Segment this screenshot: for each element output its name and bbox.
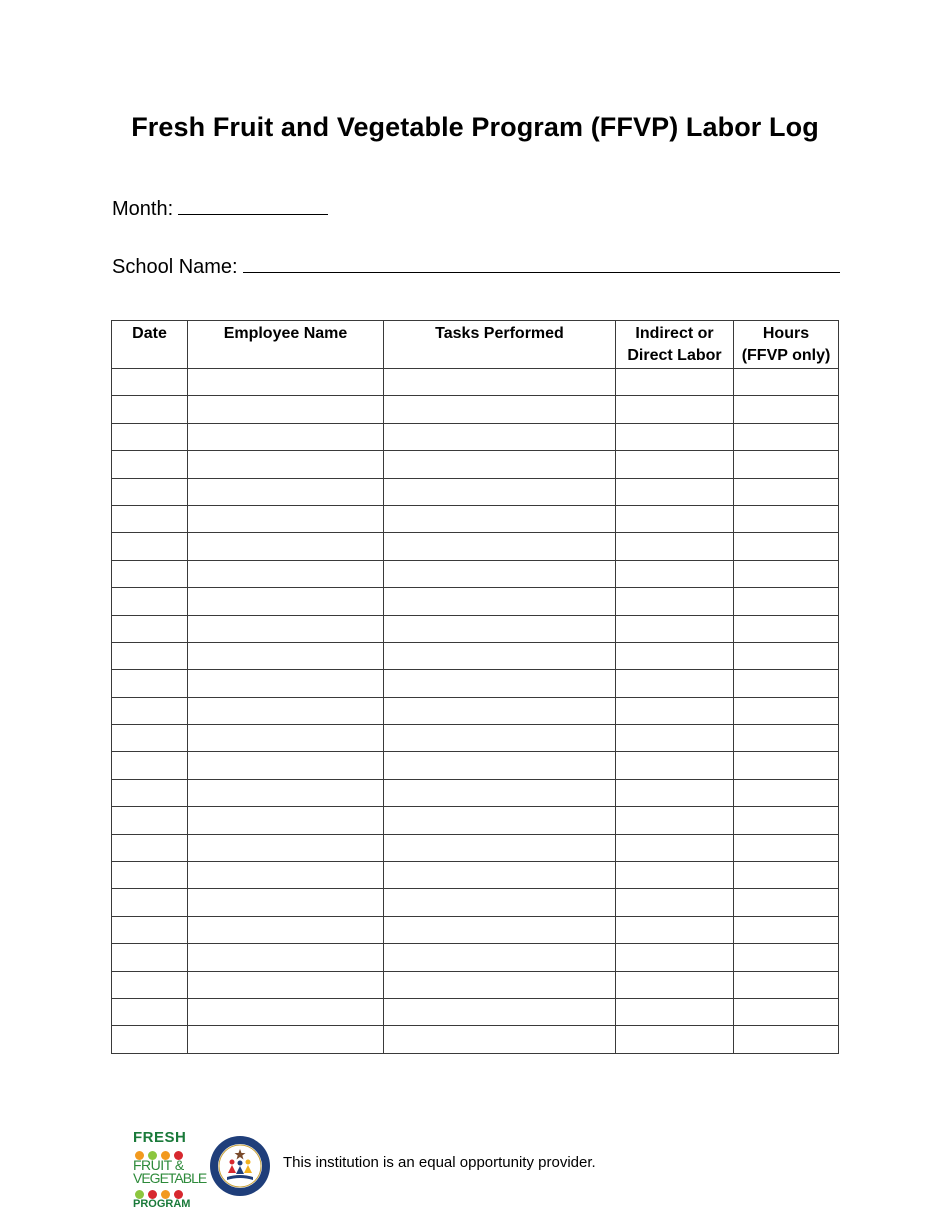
table-cell[interactable] bbox=[112, 862, 188, 889]
table-cell[interactable] bbox=[734, 423, 839, 450]
table-cell[interactable] bbox=[112, 807, 188, 834]
table-cell[interactable] bbox=[188, 971, 384, 998]
table-cell[interactable] bbox=[384, 670, 616, 697]
table-cell[interactable] bbox=[616, 505, 734, 532]
table-cell[interactable] bbox=[384, 834, 616, 861]
table-cell[interactable] bbox=[734, 834, 839, 861]
table-row bbox=[112, 642, 839, 669]
page-title: Fresh Fruit and Vegetable Program (FFVP) Labor Log bbox=[131, 112, 819, 142]
table-cell[interactable] bbox=[734, 451, 839, 478]
table-cell[interactable] bbox=[112, 1026, 188, 1053]
table-cell[interactable] bbox=[616, 944, 734, 971]
table-cell[interactable] bbox=[616, 998, 734, 1025]
table-row bbox=[112, 451, 839, 478]
table-cell[interactable] bbox=[112, 560, 188, 587]
table-cell[interactable] bbox=[188, 396, 384, 423]
table-cell[interactable] bbox=[384, 889, 616, 916]
table-row bbox=[112, 697, 839, 724]
table-cell[interactable] bbox=[188, 642, 384, 669]
table-cell[interactable] bbox=[734, 533, 839, 560]
table-cell[interactable] bbox=[188, 615, 384, 642]
table-cell[interactable] bbox=[188, 423, 384, 450]
table-cell[interactable] bbox=[734, 588, 839, 615]
table-cell[interactable] bbox=[112, 889, 188, 916]
table-cell[interactable] bbox=[188, 670, 384, 697]
table-cell[interactable] bbox=[112, 779, 188, 806]
table-cell[interactable] bbox=[112, 670, 188, 697]
table-cell[interactable] bbox=[734, 670, 839, 697]
header-date: Date bbox=[112, 321, 188, 369]
table-cell[interactable] bbox=[112, 725, 188, 752]
table-body bbox=[112, 369, 839, 1054]
table-row bbox=[112, 396, 839, 423]
table-cell[interactable] bbox=[188, 862, 384, 889]
table-row bbox=[112, 998, 839, 1025]
table-cell[interactable] bbox=[616, 615, 734, 642]
table-cell[interactable] bbox=[188, 944, 384, 971]
table-cell[interactable] bbox=[112, 451, 188, 478]
table-cell[interactable] bbox=[384, 642, 616, 669]
table-cell[interactable] bbox=[188, 505, 384, 532]
table-row bbox=[112, 889, 839, 916]
table-cell[interactable] bbox=[188, 697, 384, 724]
labor-log-table bbox=[111, 320, 839, 1054]
table-cell[interactable] bbox=[734, 889, 839, 916]
table-cell[interactable] bbox=[384, 998, 616, 1025]
table-cell[interactable] bbox=[616, 588, 734, 615]
table-cell[interactable] bbox=[616, 670, 734, 697]
table-cell[interactable] bbox=[734, 807, 839, 834]
table-row bbox=[112, 807, 839, 834]
header-employee-name: Employee Name bbox=[188, 321, 384, 369]
month-blank[interactable] bbox=[178, 195, 328, 215]
table-cell[interactable] bbox=[616, 807, 734, 834]
table-cell[interactable] bbox=[616, 451, 734, 478]
table-cell[interactable] bbox=[616, 1026, 734, 1053]
table-row bbox=[112, 916, 839, 943]
table-row bbox=[112, 725, 839, 752]
table-cell[interactable] bbox=[112, 533, 188, 560]
table-cell[interactable] bbox=[734, 1026, 839, 1053]
table-cell[interactable] bbox=[616, 697, 734, 724]
table-cell[interactable] bbox=[384, 396, 616, 423]
table-cell[interactable] bbox=[734, 916, 839, 943]
table-cell[interactable] bbox=[112, 971, 188, 998]
table-row bbox=[112, 423, 839, 450]
table-cell[interactable] bbox=[188, 889, 384, 916]
table-cell[interactable] bbox=[112, 944, 188, 971]
table-row bbox=[112, 971, 839, 998]
school-name-field bbox=[112, 253, 840, 279]
table-row bbox=[112, 478, 839, 505]
table-cell[interactable] bbox=[384, 779, 616, 806]
table-cell[interactable] bbox=[112, 478, 188, 505]
table-cell[interactable] bbox=[616, 862, 734, 889]
table-cell[interactable] bbox=[112, 396, 188, 423]
table-cell[interactable] bbox=[112, 998, 188, 1025]
table-cell[interactable] bbox=[188, 807, 384, 834]
table-cell[interactable] bbox=[384, 916, 616, 943]
table-row bbox=[112, 944, 839, 971]
table-row bbox=[112, 670, 839, 697]
table-cell[interactable] bbox=[734, 697, 839, 724]
table-cell[interactable] bbox=[384, 697, 616, 724]
table-cell[interactable] bbox=[616, 642, 734, 669]
table-cell[interactable] bbox=[616, 725, 734, 752]
table-cell[interactable] bbox=[188, 369, 384, 396]
table-cell[interactable] bbox=[188, 725, 384, 752]
table-cell[interactable] bbox=[188, 588, 384, 615]
table-row bbox=[112, 588, 839, 615]
table-cell[interactable] bbox=[616, 533, 734, 560]
table-cell[interactable] bbox=[384, 369, 616, 396]
table-cell[interactable] bbox=[112, 615, 188, 642]
table-cell[interactable] bbox=[188, 834, 384, 861]
table-cell[interactable] bbox=[734, 560, 839, 587]
table-cell[interactable] bbox=[112, 423, 188, 450]
table-cell[interactable] bbox=[188, 478, 384, 505]
table-cell[interactable] bbox=[734, 369, 839, 396]
table-row bbox=[112, 752, 839, 779]
table-cell[interactable] bbox=[188, 779, 384, 806]
table-cell[interactable] bbox=[734, 725, 839, 752]
table-cell[interactable] bbox=[734, 944, 839, 971]
ffvp-logo: FRESH FRUIT & VEGETABLE PROGRAM bbox=[133, 1129, 207, 1210]
table-cell[interactable] bbox=[384, 560, 616, 587]
table-row bbox=[112, 560, 839, 587]
table-cell[interactable] bbox=[384, 862, 616, 889]
table-cell[interactable] bbox=[616, 752, 734, 779]
table-cell[interactable] bbox=[616, 478, 734, 505]
table-cell[interactable] bbox=[616, 971, 734, 998]
header-labor-type: Indirect or Direct Labor bbox=[616, 321, 734, 369]
table-cell[interactable] bbox=[188, 916, 384, 943]
equal-opportunity-statement: This institution is an equal opportunity provider. bbox=[283, 1154, 596, 1171]
table-cell[interactable] bbox=[734, 615, 839, 642]
table-cell[interactable] bbox=[384, 971, 616, 998]
table-row bbox=[112, 862, 839, 889]
table-row bbox=[112, 369, 839, 396]
table-cell[interactable] bbox=[734, 642, 839, 669]
table-cell[interactable] bbox=[616, 779, 734, 806]
table-cell[interactable] bbox=[384, 451, 616, 478]
month-label: Month: bbox=[112, 198, 174, 220]
table-cell[interactable] bbox=[188, 1026, 384, 1053]
header-hours: Hours (FFVP only) bbox=[734, 321, 839, 369]
month-field bbox=[112, 195, 328, 221]
table-cell[interactable] bbox=[734, 862, 839, 889]
table-row bbox=[112, 615, 839, 642]
table-cell[interactable] bbox=[112, 505, 188, 532]
table-row bbox=[112, 1026, 839, 1053]
table-cell[interactable] bbox=[384, 1026, 616, 1053]
school-name-label: School Name: bbox=[112, 256, 238, 278]
header-tasks-performed: Tasks Performed bbox=[384, 321, 616, 369]
table-row bbox=[112, 779, 839, 806]
table-cell[interactable] bbox=[384, 615, 616, 642]
table-cell[interactable] bbox=[384, 944, 616, 971]
table-cell[interactable] bbox=[734, 998, 839, 1025]
table-cell[interactable] bbox=[616, 560, 734, 587]
table-cell[interactable] bbox=[112, 588, 188, 615]
table-cell[interactable] bbox=[734, 971, 839, 998]
table-cell[interactable] bbox=[734, 505, 839, 532]
table-cell[interactable] bbox=[112, 697, 188, 724]
table-cell[interactable] bbox=[616, 834, 734, 861]
table-row bbox=[112, 533, 839, 560]
table-cell[interactable] bbox=[616, 916, 734, 943]
table-cell[interactable] bbox=[112, 642, 188, 669]
table-cell[interactable] bbox=[188, 752, 384, 779]
table-header-row bbox=[112, 321, 839, 369]
table-cell[interactable] bbox=[734, 478, 839, 505]
table-cell[interactable] bbox=[384, 588, 616, 615]
table-cell[interactable] bbox=[384, 478, 616, 505]
table-cell[interactable] bbox=[188, 533, 384, 560]
table-cell[interactable] bbox=[734, 779, 839, 806]
table-cell[interactable] bbox=[616, 423, 734, 450]
table-cell[interactable] bbox=[188, 560, 384, 587]
table-cell[interactable] bbox=[188, 451, 384, 478]
table-row bbox=[112, 505, 839, 532]
table-cell[interactable] bbox=[384, 423, 616, 450]
table-cell[interactable] bbox=[734, 396, 839, 423]
table-cell[interactable] bbox=[384, 533, 616, 560]
table-cell[interactable] bbox=[112, 916, 188, 943]
table-cell[interactable] bbox=[384, 505, 616, 532]
table-cell[interactable] bbox=[616, 369, 734, 396]
table-cell[interactable] bbox=[616, 889, 734, 916]
table-cell[interactable] bbox=[734, 752, 839, 779]
table-cell[interactable] bbox=[112, 834, 188, 861]
table-cell[interactable] bbox=[112, 369, 188, 396]
table-cell[interactable] bbox=[384, 725, 616, 752]
table-cell[interactable] bbox=[384, 752, 616, 779]
table-cell[interactable] bbox=[384, 807, 616, 834]
arizona-education-seal-icon bbox=[209, 1135, 271, 1197]
school-name-blank[interactable] bbox=[243, 253, 840, 273]
table-row bbox=[112, 834, 839, 861]
table-cell[interactable] bbox=[188, 998, 384, 1025]
table-cell[interactable] bbox=[616, 396, 734, 423]
table-cell[interactable] bbox=[112, 752, 188, 779]
